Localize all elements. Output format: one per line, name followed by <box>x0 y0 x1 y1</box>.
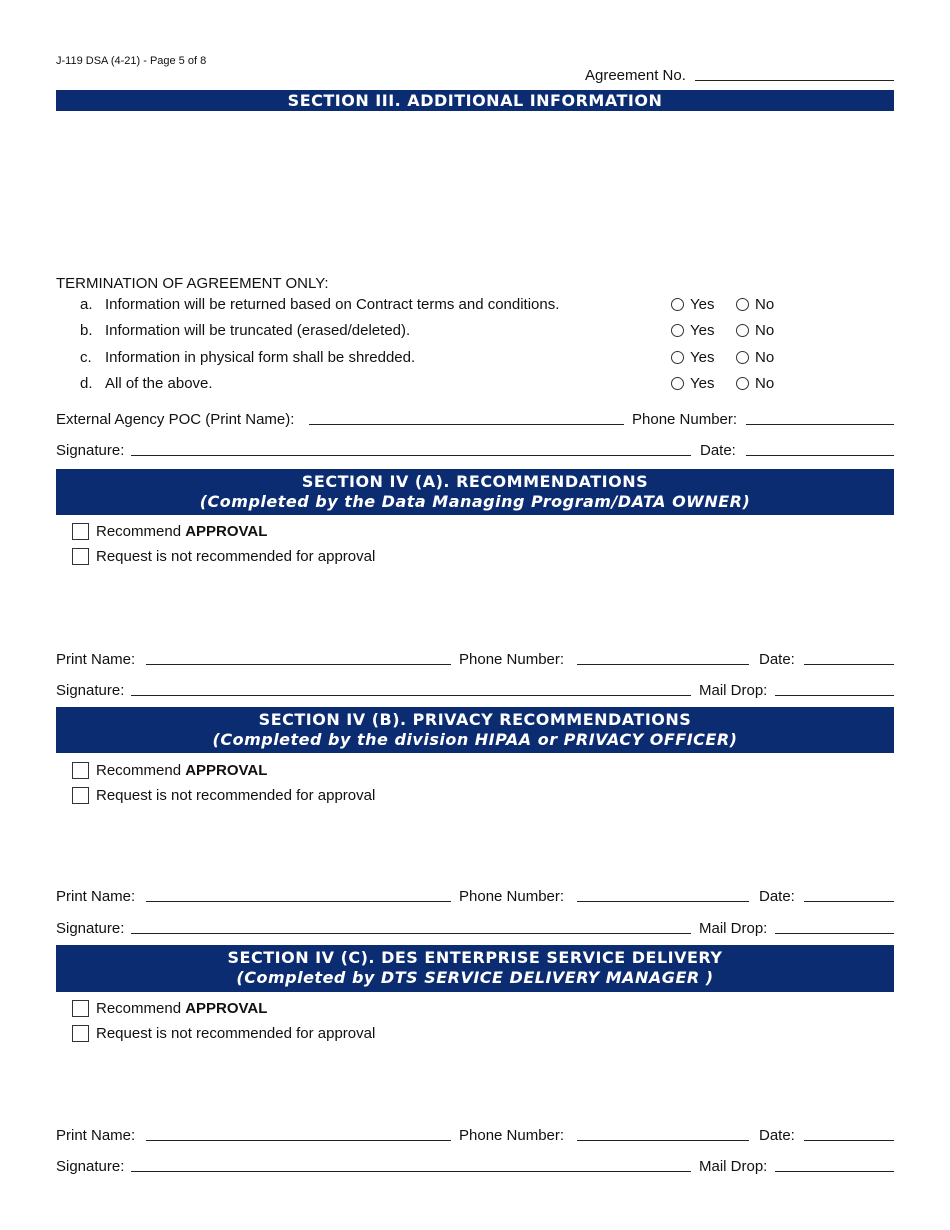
print-name-label-b: Print Name: <box>56 888 136 905</box>
item-text: Information will be returned based on Contract terms and conditions. <box>105 296 560 313</box>
recommend-approval-label-c: Recommend APPROVAL <box>96 1000 268 1017</box>
date-label-c: Date: <box>759 1127 795 1144</box>
print-name-field-b[interactable] <box>146 901 451 902</box>
mail-drop-field-c[interactable] <box>775 1171 894 1172</box>
not-recommended-checkbox-c[interactable] <box>72 1025 89 1042</box>
date-field-c[interactable] <box>804 1140 894 1141</box>
phone-field-a[interactable] <box>577 664 749 665</box>
section-iv-b-header <box>56 707 894 753</box>
date-label-b: Date: <box>759 888 795 905</box>
item-text: All of the above. <box>105 375 213 392</box>
date-label-a: Date: <box>759 651 795 668</box>
recommend-approval-checkbox-a[interactable] <box>72 523 89 540</box>
mail-drop-field-a[interactable] <box>775 695 894 696</box>
phone-field-c[interactable] <box>577 1140 749 1141</box>
recommend-approval-checkbox-b[interactable] <box>72 762 89 779</box>
poc-phone-field[interactable] <box>746 424 894 425</box>
print-name-field-a[interactable] <box>146 664 451 665</box>
radio-icon <box>736 377 749 390</box>
signature-label-b: Signature: <box>56 920 125 937</box>
section-iii-title: SECTION III. ADDITIONAL INFORMATION <box>287 91 663 110</box>
recommend-approval-label-b: Recommend APPROVAL <box>96 762 268 779</box>
phone-label-b: Phone Number: <box>459 888 565 905</box>
signature-field-a[interactable] <box>131 695 691 696</box>
no-label: No <box>755 375 775 392</box>
section-iv-a-subtitle: (Completed by the Data Managing Program/DATA OWNER) <box>199 492 751 511</box>
no-radio[interactable] <box>736 375 774 392</box>
no-label: No <box>755 349 775 366</box>
item-letter: c. <box>80 349 92 366</box>
mail-drop-label-b: Mail Drop: <box>699 920 768 937</box>
recommend-approval-label-a: Recommend APPROVAL <box>96 523 268 540</box>
signature-field-c[interactable] <box>131 1171 691 1172</box>
radio-icon <box>736 324 749 337</box>
section-iv-b-subtitle: (Completed by the division HIPAA or PRIVACY OFFICER) <box>212 730 738 749</box>
poc-label: External Agency POC (Print Name): <box>56 411 295 428</box>
print-name-label-a: Print Name: <box>56 651 136 668</box>
not-recommended-label-b: Request is not recommended for approval <box>96 787 376 804</box>
date-field-b[interactable] <box>804 901 894 902</box>
not-recommended-label-a: Request is not recommended for approval <box>96 548 376 565</box>
no-radio[interactable] <box>736 296 774 313</box>
item-letter: d. <box>80 375 93 392</box>
radio-icon <box>736 351 749 364</box>
radio-icon <box>671 298 684 311</box>
poc-phone-label: Phone Number: <box>632 411 738 428</box>
section-iv-b-title: SECTION IV (B). PRIVACY RECOMMENDATIONS <box>258 710 692 729</box>
phone-field-b[interactable] <box>577 901 749 902</box>
section-iv-c-subtitle: (Completed by DTS SERVICE DELIVERY MANAGER ) <box>236 968 714 987</box>
mail-drop-label-a: Mail Drop: <box>699 682 768 699</box>
no-label: No <box>755 296 775 313</box>
form-id: J-119 DSA (4-21) - Page 5 of 8 <box>56 55 207 67</box>
agreement-label: Agreement No. <box>585 67 686 84</box>
agreement-number-field[interactable] <box>695 80 894 81</box>
section-iv-c-header <box>56 945 894 992</box>
yes-label: Yes <box>690 375 715 392</box>
phone-label-a: Phone Number: <box>459 651 565 668</box>
yes-radio[interactable] <box>671 375 714 392</box>
date-field-a[interactable] <box>804 664 894 665</box>
poc-date-label: Date: <box>700 442 736 459</box>
radio-icon <box>671 351 684 364</box>
no-radio[interactable] <box>736 349 774 366</box>
poc-name-field[interactable] <box>309 424 624 425</box>
poc-signature-label: Signature: <box>56 442 125 459</box>
section-iv-c-title: SECTION IV (C). DES ENTERPRISE SERVICE DELIVERY <box>227 948 723 967</box>
phone-label-c: Phone Number: <box>459 1127 565 1144</box>
yes-radio[interactable] <box>671 296 714 313</box>
yes-label: Yes <box>690 322 715 339</box>
yes-radio[interactable] <box>671 349 714 366</box>
signature-label-a: Signature: <box>56 682 125 699</box>
item-text: Information will be truncated (erased/deleted). <box>105 322 411 339</box>
poc-signature-field[interactable] <box>131 455 691 456</box>
yes-label: Yes <box>690 349 715 366</box>
termination-heading: TERMINATION OF AGREEMENT ONLY: <box>56 275 329 292</box>
section-iii-header <box>56 90 894 111</box>
yes-radio[interactable] <box>671 322 714 339</box>
item-letter: a. <box>80 296 93 313</box>
mail-drop-field-b[interactable] <box>775 933 894 934</box>
poc-date-field[interactable] <box>746 455 894 456</box>
section-iv-a-title: SECTION IV (A). RECOMMENDATIONS <box>301 472 649 491</box>
yes-label: Yes <box>690 296 715 313</box>
not-recommended-label-c: Request is not recommended for approval <box>96 1025 376 1042</box>
signature-label-c: Signature: <box>56 1158 125 1175</box>
signature-field-b[interactable] <box>131 933 691 934</box>
item-letter: b. <box>80 322 93 339</box>
recommend-approval-checkbox-c[interactable] <box>72 1000 89 1017</box>
radio-icon <box>736 298 749 311</box>
print-name-label-c: Print Name: <box>56 1127 136 1144</box>
no-label: No <box>755 322 775 339</box>
not-recommended-checkbox-a[interactable] <box>72 548 89 565</box>
not-recommended-checkbox-b[interactable] <box>72 787 89 804</box>
radio-icon <box>671 377 684 390</box>
radio-icon <box>671 324 684 337</box>
mail-drop-label-c: Mail Drop: <box>699 1158 768 1175</box>
item-text: Information in physical form shall be shredded. <box>105 349 416 366</box>
print-name-field-c[interactable] <box>146 1140 451 1141</box>
no-radio[interactable] <box>736 322 774 339</box>
section-iv-a-header <box>56 469 894 515</box>
